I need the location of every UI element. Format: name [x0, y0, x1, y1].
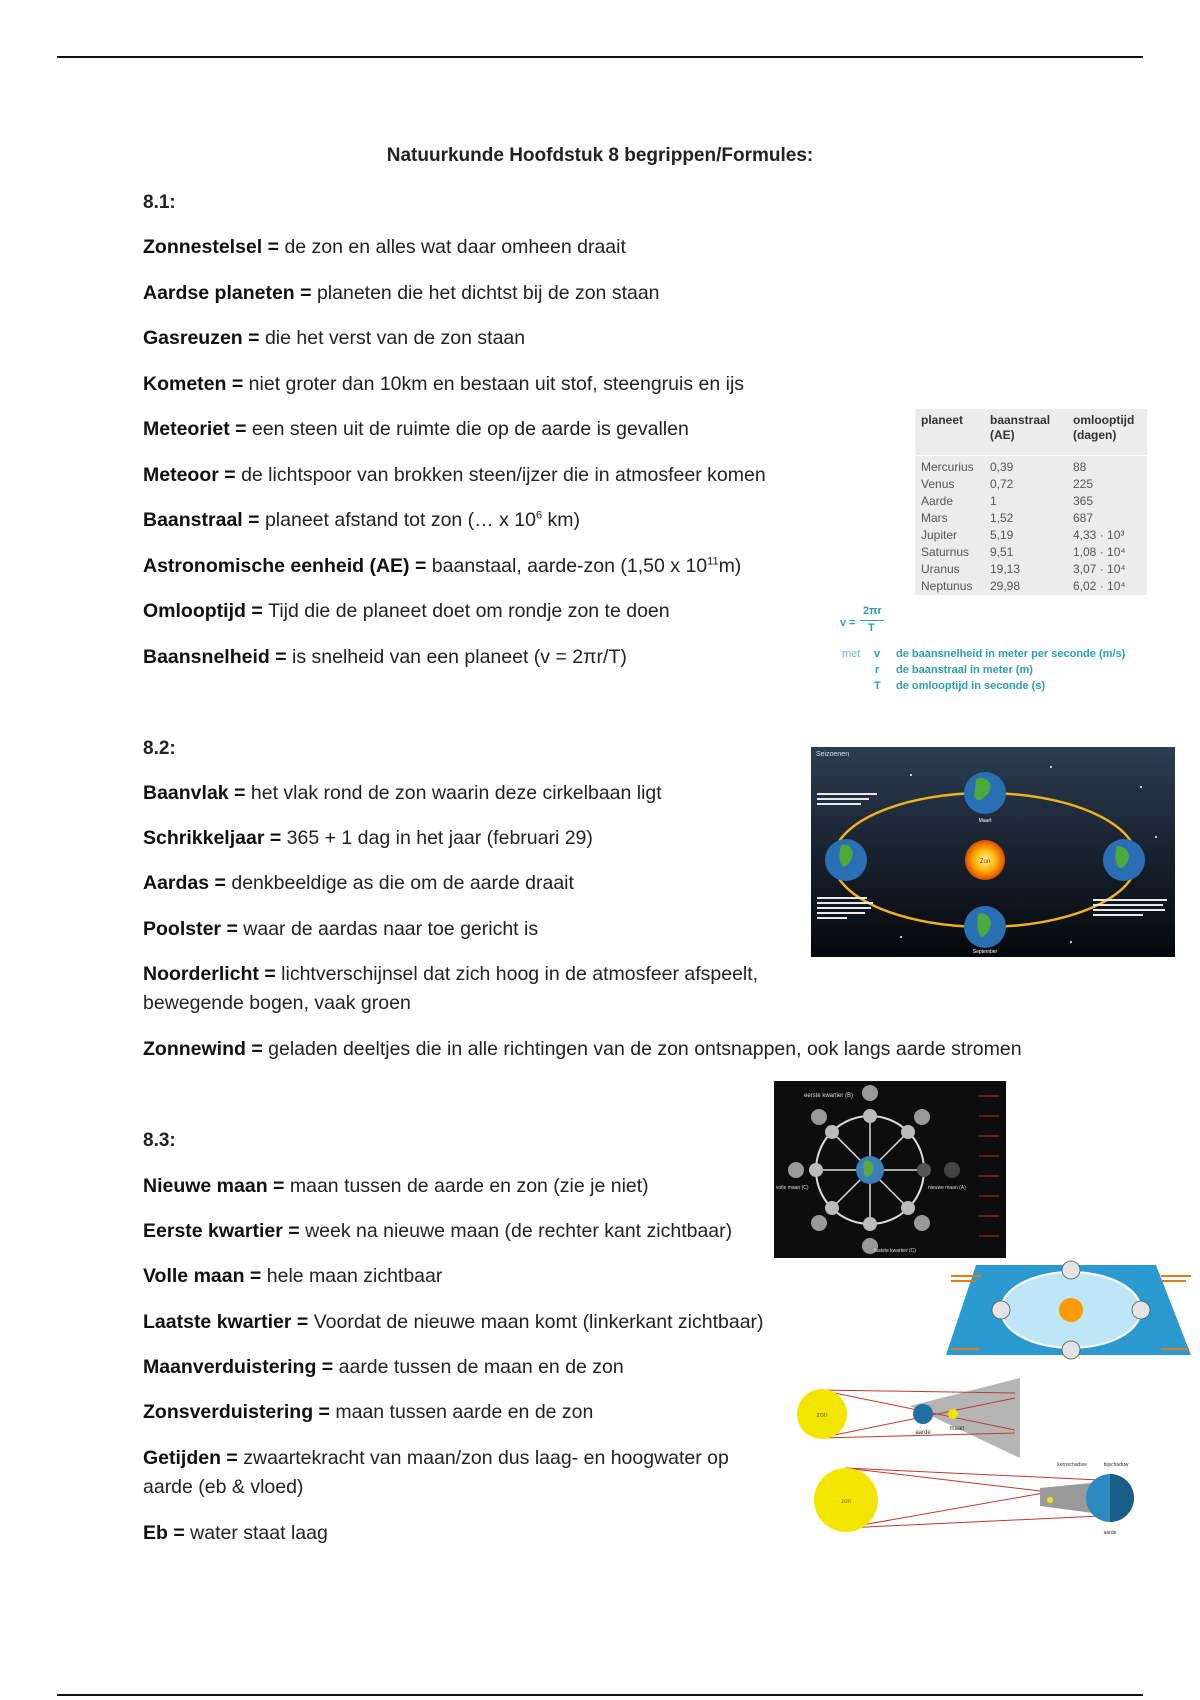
table-cell: 0,39 [990, 460, 1014, 474]
definition-line: Meteoor = de lichtspoor van brokken steen/ijzer die in atmosfeer komen [143, 464, 766, 486]
table-cell: 0,72 [990, 477, 1014, 491]
seasons-diagram [811, 747, 1175, 957]
definition-line: Nieuwe maan = maan tussen de aarde en zon (zie je niet) [143, 1175, 649, 1197]
table-cell: 19,13 [990, 562, 1021, 576]
section-heading-8-2: 8.2: [143, 738, 176, 759]
definition-line: Eb = water staat laag [143, 1522, 328, 1544]
table-cell: Venus [921, 477, 955, 491]
table-cell: Neptunus [921, 579, 973, 593]
definition-line: Omlooptijd = Tijd die de planeet doet om rondje zon te doen [143, 600, 670, 622]
moon-icon [1047, 1497, 1053, 1503]
definition-line: Baanvlak = het vlak rond de zon waarin deze cirkelbaan ligt [143, 782, 662, 804]
label-full-moon: volle maan (C) [776, 1185, 809, 1191]
periods-column [1073, 459, 1126, 595]
definition-line: Maanverduistering = aarde tussen de maan en de zon [143, 1356, 624, 1378]
definition-line: Baansnelheid = is snelheid van een planeet (v = 2πr/T) [143, 646, 627, 668]
top-rule [57, 56, 1143, 58]
label-new-moon: nieuwe maan (A) [928, 1185, 966, 1191]
label-kernschaduw: kernschaduw [1057, 1462, 1087, 1468]
formula-var-r: r [875, 664, 880, 676]
label-bijschaduw: bijschaduw [1103, 1462, 1129, 1468]
fraction-bar [860, 620, 884, 621]
definition-line: Aardse planeten = planeten die het dichtst bij de zon staan [143, 282, 660, 304]
formula-var-t-desc: de omlooptijd in seconde (s) [896, 680, 1046, 692]
formula-var-t: T [874, 680, 881, 692]
table-cell: 5,19 [990, 528, 1014, 542]
formula-var-v: v [874, 648, 881, 660]
definition-line: Eerste kwartier = week na nieuwe maan (de rechter kant zichtbaar) [143, 1220, 733, 1242]
eclipse-earth-label: aarde [915, 1430, 931, 1436]
earth-shade [1110, 1474, 1134, 1522]
formula-numerator: 2πr [863, 605, 882, 617]
label-maart: Maart [978, 818, 992, 824]
table-cell: Saturnus [921, 545, 970, 559]
definition-line: Noorderlicht = lichtverschijnsel dat zich hoog in de atmosfeer afspeelt, bewegende bogen, vaak groen [143, 963, 759, 1014]
table-cell: 29,98 [990, 579, 1021, 593]
table-separator [915, 455, 1147, 456]
definition-line: Baanstraal = planeet afstand tot zon (… x $10^6$ km) [143, 509, 580, 531]
eclipse-moon-label: maan [949, 1426, 965, 1432]
table-header-planeet: planeet [921, 413, 964, 427]
seasons-title: Seizoenen [816, 751, 850, 758]
table-cell: 9,51 [990, 545, 1014, 559]
label-last-quarter: laatste kwartier (C) [874, 1248, 916, 1254]
definition-line: Zonnestelsel = de zon en alles wat daar omheen draait [143, 236, 626, 258]
earth-icon [913, 1404, 933, 1424]
definition-line: Laatste kwartier = Voordat de nieuwe maan komt (linkerkant zichtbaar) [143, 1311, 764, 1333]
formula-denominator: T [868, 622, 875, 634]
eclipse-sun-label: zon [816, 1412, 828, 1419]
moon-icon [948, 1409, 958, 1419]
table-cell: 4,33 · 10³ [1073, 528, 1125, 542]
definition-line: Astronomische eenheid (AE) = baanstaal, aarde-zon (1,50 x $10^{11}m$) [143, 555, 742, 577]
table-cell: 365 [1073, 494, 1094, 508]
formula-met: met [842, 648, 861, 660]
table-cell: 1,52 [990, 511, 1014, 525]
definition-line: Zonnewind = geladen deeltjes die in alle richtingen van de zon ontsnappen, ook langs aarde stromen [143, 1038, 1022, 1060]
definition-line: Volle maan = hele maan zichtbaar [143, 1265, 443, 1287]
table-cell: 88 [1073, 460, 1087, 474]
table-cell: 687 [1073, 511, 1094, 525]
table-cell: Jupiter [921, 528, 958, 542]
section-heading-8-3: 8.3: [143, 1130, 176, 1151]
definition-line: Gasreuzen = die het verst van de zon staan [143, 327, 526, 349]
label-first-quarter: eerste kwartier (B) [804, 1093, 854, 1099]
planet-table [915, 409, 1147, 595]
table-cell: 1 [990, 494, 997, 508]
sun-label: Zon [979, 859, 991, 865]
page-title: Natuurkunde Hoofdstuk 8 begrippen/Formules: [386, 145, 814, 166]
definition-line: Schrikkeljaar = 365 + 1 dag in het jaar (februari 29) [143, 827, 593, 849]
solar-sun-label: zon [841, 1499, 851, 1505]
section-heading-8-1: 8.1: [143, 192, 176, 213]
definition-line: Meteoriet = een steen uit de ruimte die op de aarde is gevallen [143, 418, 689, 440]
table-cell: 1,08 · 10⁴ [1073, 545, 1126, 559]
moon-phases-diagram [774, 1081, 1006, 1258]
sun-icon [1059, 1298, 1083, 1322]
table-header-omlooptijd: omlooptijd (dagen) [1073, 413, 1135, 442]
velocity-formula [840, 603, 1160, 698]
formula-var-v-desc: de baansnelheid in meter per seconde (m/s) [896, 648, 1126, 660]
radii-column [990, 459, 1020, 595]
definition-line: Zonsverduistering = maan tussen aarde en de zon [143, 1401, 594, 1423]
table-cell: 225 [1073, 477, 1094, 491]
label-september: September [972, 949, 998, 955]
table-cell: Mars [921, 511, 948, 525]
table-cell: 6,02 · 10⁴ [1073, 579, 1126, 593]
table-header-baanstraal: baanstraal (AE) [990, 413, 1051, 442]
bottom-rule [57, 1694, 1143, 1696]
label-aarde: aarde [1103, 1530, 1117, 1536]
formula-var-r-desc: de baanstraal in meter (m) [896, 664, 1033, 676]
definition-line: Aardas = denkbeeldige as die om de aarde draait [143, 872, 574, 894]
lunar-eclipse-diagram [795, 1378, 1025, 1458]
table-cell: Uranus [921, 562, 960, 576]
table-cell: 3,07 · 10⁴ [1073, 562, 1126, 576]
solar-eclipse-diagram [810, 1458, 1135, 1538]
tides-diagram [946, 1250, 1196, 1370]
planet-names-column [921, 459, 974, 595]
table-cell: Mercurius [921, 460, 974, 474]
definition-line: Kometen = niet groter dan 10km en bestaan uit stof, steengruis en ijs [143, 373, 745, 395]
table-cell: Aarde [921, 494, 954, 508]
definition-line: Getijden = zwaartekracht van maan/zon dus laag- en hoogwater op aarde (eb & vloed) [143, 1447, 729, 1498]
formula-lhs: v = [840, 617, 856, 629]
definition-line: Poolster = waar de aardas naar toe gericht is [143, 918, 539, 940]
